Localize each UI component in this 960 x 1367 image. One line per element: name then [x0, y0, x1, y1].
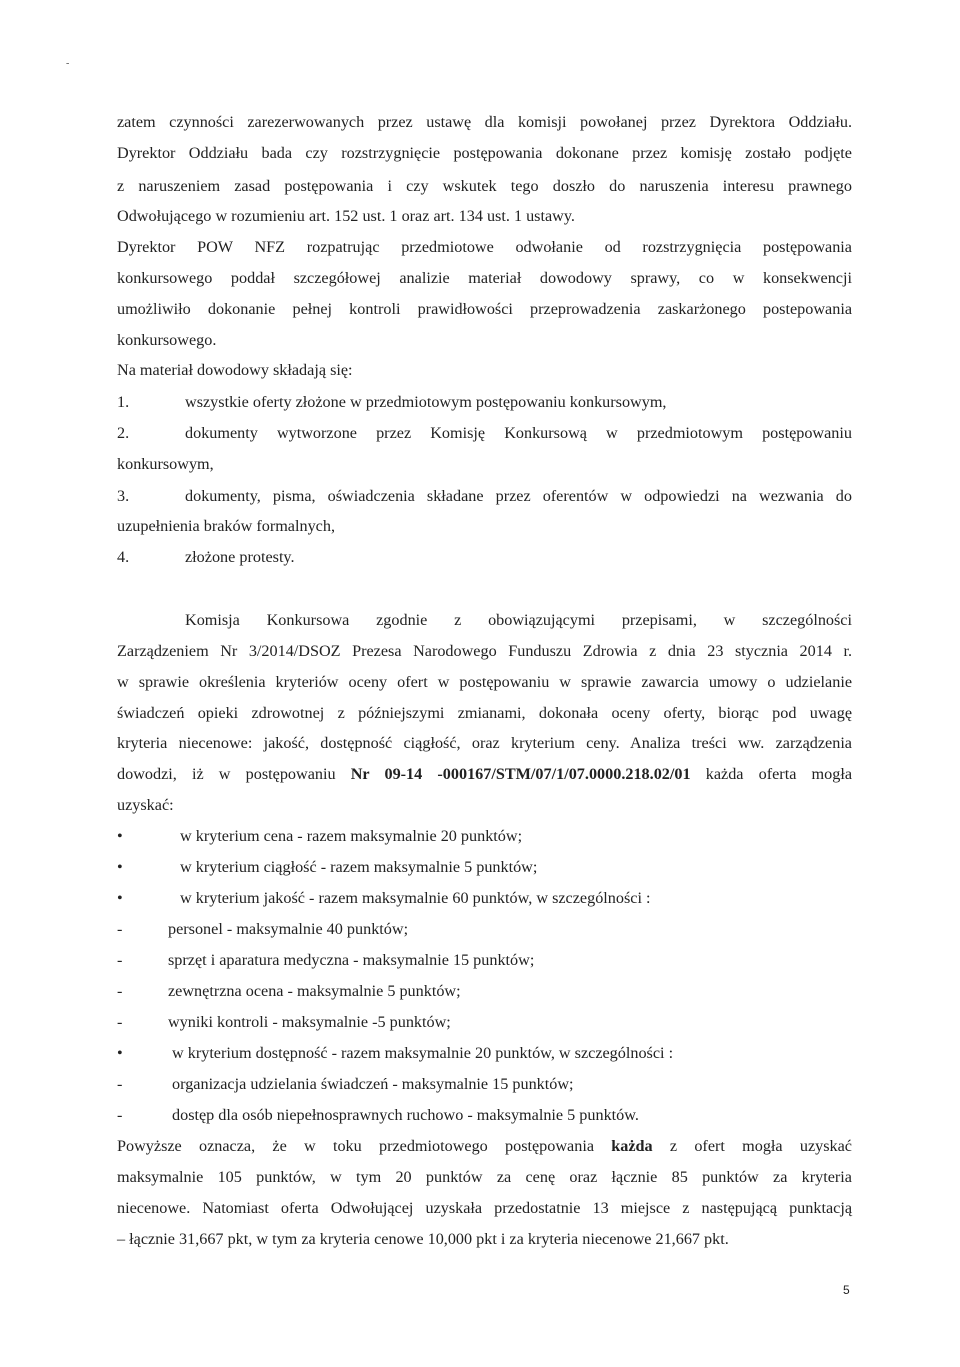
dash-marker: - — [117, 951, 123, 969]
bullet: • — [117, 858, 123, 876]
paragraph-line: Dyrektor POW NFZ rozpatrując przedmiotowe odwołanie od rozstrzygnięcia postępowania — [117, 238, 852, 256]
dash-marker: - — [117, 920, 123, 938]
paragraph-line: uzyskać: — [117, 796, 174, 814]
list-item: dokumenty wytworzone przez Komisję Konkursową w przedmiotowym postępowaniu — [185, 424, 852, 442]
paragraph-line: niecenowe. Natomiast oferta Odwołującej uzyskała przedostatnie 13 miejsce z następującą punktacją — [117, 1199, 852, 1217]
criteria-subitem: dostęp dla osób niepełnosprawnych ruchowo - maksymalnie 5 punktów. — [172, 1106, 639, 1124]
paragraph-line — [117, 1136, 852, 1156]
bullet: • — [117, 889, 123, 907]
list-item: wszystkie oferty złożone w przedmiotowym postępowaniu konkursowym, — [185, 393, 667, 411]
paragraph-text: każda oferta mogła — [705, 765, 852, 783]
list-number: 2. — [117, 424, 130, 442]
criteria-subitem: wyniki kontroli - maksymalnie -5 punktów; — [168, 1013, 451, 1031]
paragraph-line: konkursowego. — [117, 331, 217, 349]
criteria-item: w kryterium cena - razem maksymalnie 20 punktów; — [180, 827, 523, 845]
paragraph-line: Na materiał dowodowy składają się: — [117, 361, 353, 379]
paragraph-line: Dyrektor Oddziału bada czy rozstrzygnięcie postępowania dokonane przez komisję zostało podjęte — [117, 144, 852, 162]
scan-speck: - — [66, 58, 70, 69]
paragraph-line: Zarządzeniem Nr 3/2014/DSOZ Prezesa Narodowego Funduszu Zdrowia z dnia 23 stycznia 2014 r. — [117, 642, 852, 660]
procedure-number: Nr 09-14 -000167/STM/07/1/07.0000.218.02/01 — [350, 765, 691, 783]
dash-marker: - — [117, 982, 123, 1000]
paragraph-text: z ofert mogła uzyskać — [669, 1137, 852, 1155]
criteria-subitem: sprzęt i aparatura medyczna - maksymalnie 15 punktów; — [168, 951, 535, 969]
dash-marker: - — [117, 1075, 123, 1093]
paragraph-line: w sprawie określenia kryteriów oceny ofert w postępowaniu w sprawie zawarcia umowy o udzielanie — [117, 673, 852, 691]
criteria-item: w kryterium dostępność - razem maksymalnie 20 punktów, w szczególności : — [172, 1044, 674, 1062]
paragraph-text: Powyższe oznacza, że w toku przedmiotowego postępowania — [117, 1137, 595, 1155]
dash-marker: - — [117, 1013, 123, 1031]
list-item-continuation: konkursowym, — [117, 455, 214, 473]
paragraph-line: zatem czynności zarezerwowanych przez ustawę dla komisji powołanej przez Dyrektora Oddziału. — [117, 113, 852, 131]
list-number: 3. — [117, 487, 130, 505]
paragraph-line: – łącznie 31,667 pkt, w tym za kryteria cenowe 10,000 pkt i za kryteria niecenowe 21,667 pkt. — [117, 1230, 729, 1248]
emphasis-text: każda — [611, 1137, 653, 1155]
paragraph-line: świadczeń opieki zdrowotnej z późniejszymi zmianami, dokonała oceny oferty, biorąc pod uwagę — [117, 704, 852, 722]
paragraph-line: umożliwiło dokonanie pełnej kontroli prawidłowości przeprowadzenia zaskarżonego postepowania — [117, 300, 852, 318]
paragraph-line — [117, 764, 852, 784]
criteria-subitem: personel - maksymalnie 40 punktów; — [168, 920, 409, 938]
paragraph-line: maksymalnie 105 punktów, w tym 20 punktów za cenę oraz łącznie 85 punktów za kryteria — [117, 1168, 852, 1186]
criteria-item: w kryterium jakość - razem maksymalnie 60 punktów, w szczególności : — [180, 889, 651, 907]
criteria-subitem: organizacja udzielania świadczeń - maksymalnie 15 punktów; — [172, 1075, 574, 1093]
paragraph-line: konkursowego poddał szczegółowej analizie materiał dowodowy sprawy, co w konsekwencji — [117, 269, 852, 287]
list-item-continuation: uzupełnienia braków formalnych, — [117, 517, 336, 535]
list-item: złożone protesty. — [185, 548, 295, 566]
dash-marker: - — [117, 1106, 123, 1124]
paragraph-line: Komisja Konkursowa zgodnie z obowiązującymi przepisami, w szczególności — [185, 611, 852, 629]
list-number: 1. — [117, 393, 130, 411]
paragraph-text: dowodzi, iż w postępowaniu — [117, 765, 336, 783]
list-item: dokumenty, pisma, oświadczenia składane przez oferentów w odpowiedzi na wezwania do — [185, 487, 852, 505]
paragraph-line: kryteria niecenowe: jakość, dostępność ciągłość, oraz kryterium ceny. Analiza treści ww. zarządzenia — [117, 734, 852, 752]
paragraph-line: z naruszeniem zasad postępowania i czy wskutek tego doszło do naruszenia interesu prawnego — [117, 177, 852, 195]
bullet: • — [117, 827, 123, 845]
list-number: 4. — [117, 548, 130, 566]
criteria-subitem: zewnętrzna ocena - maksymalnie 5 punktów; — [168, 982, 461, 1000]
bullet: • — [117, 1044, 123, 1062]
paragraph-line: Odwołującego w rozumieniu art. 152 ust. 1 oraz art. 134 ust. 1 ustawy. — [117, 207, 575, 225]
page-number: 5 — [843, 1283, 850, 1297]
criteria-item: w kryterium ciągłość - razem maksymalnie 5 punktów; — [180, 858, 538, 876]
